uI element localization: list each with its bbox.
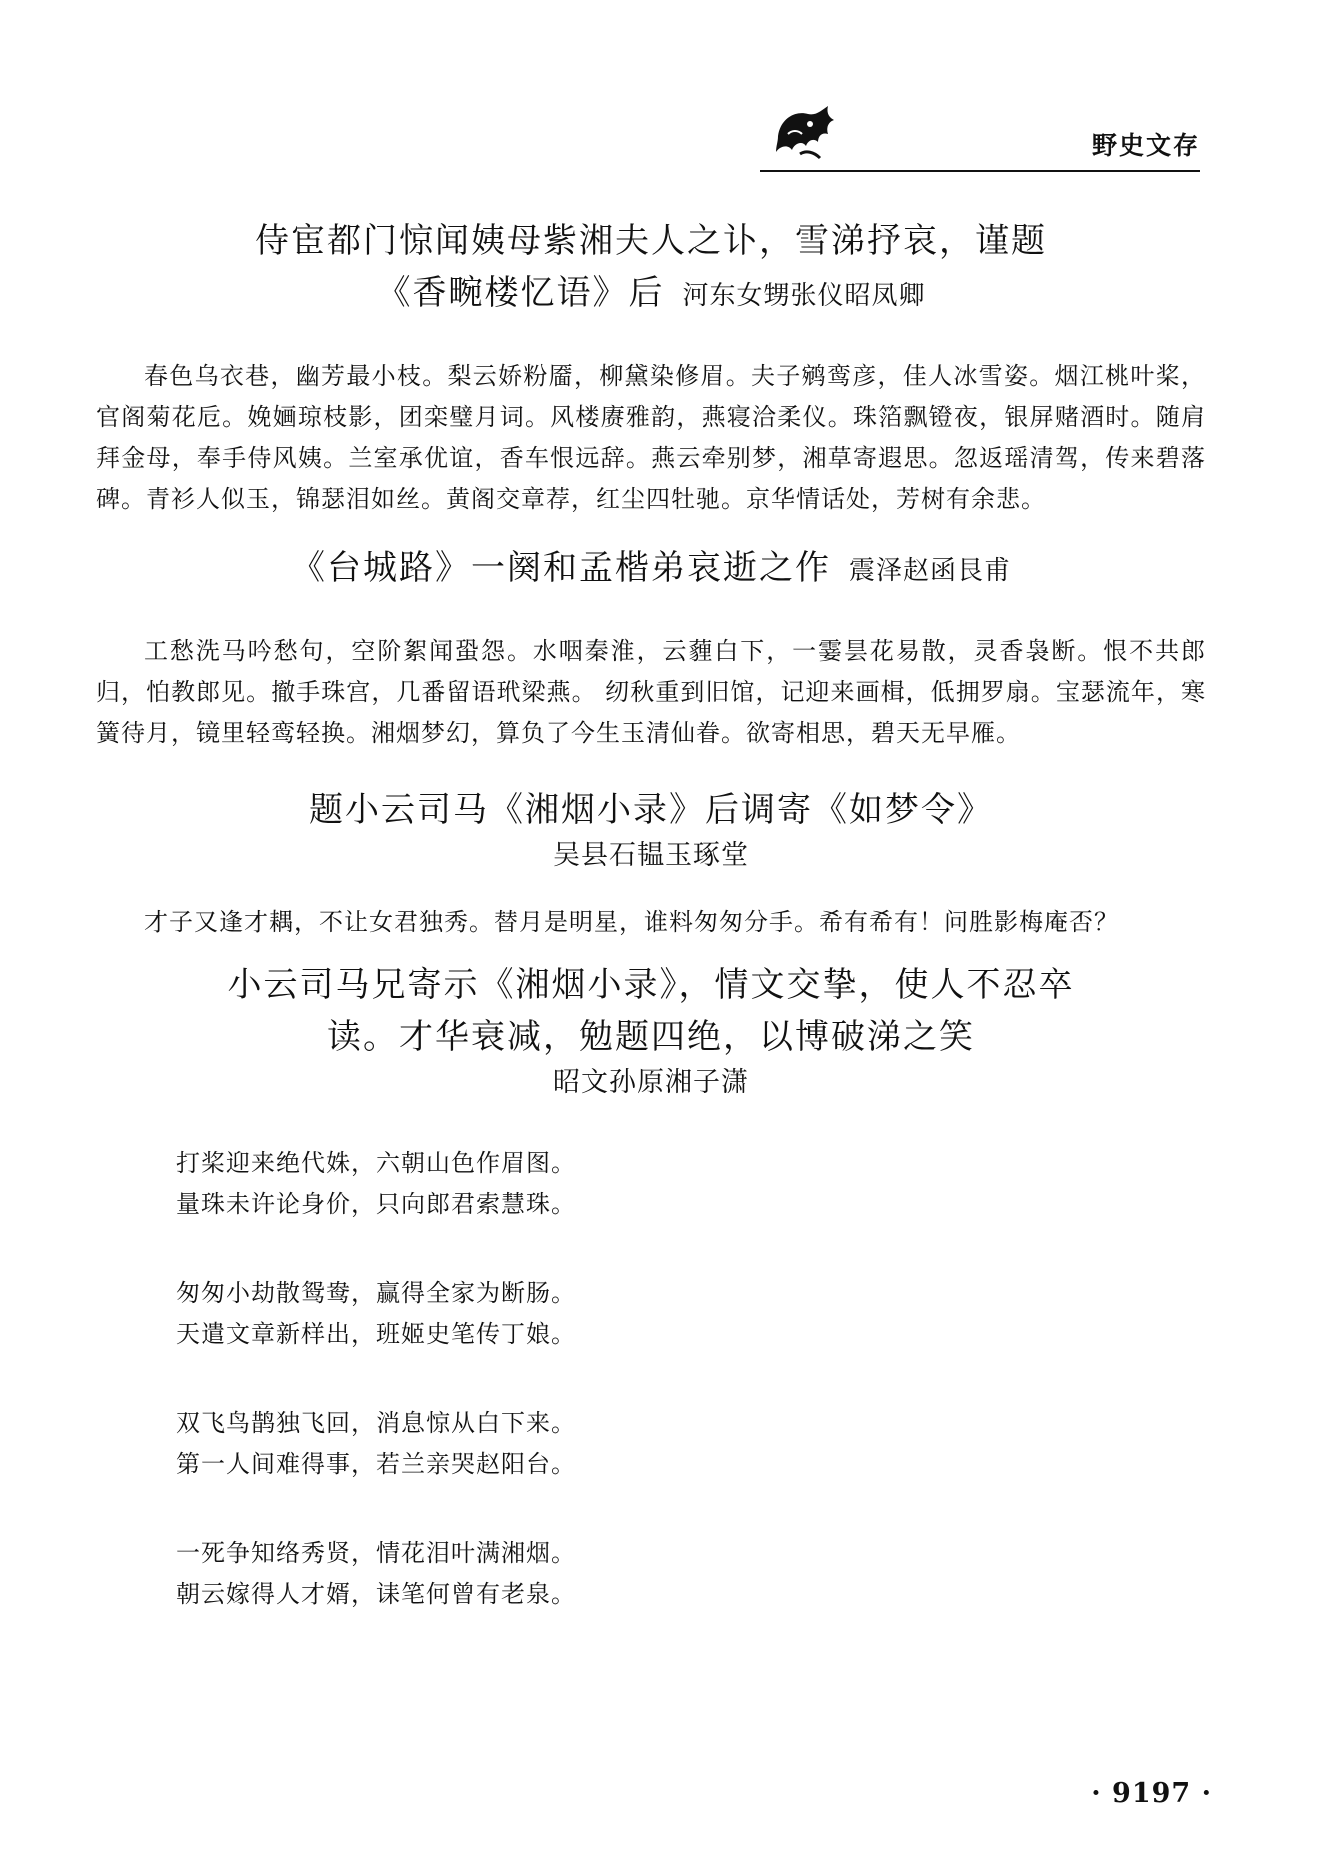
poem-stanza-1: [176, 1143, 1206, 1225]
work-3-title: 题小云司马《湘烟小录》后调寄《如梦令》: [309, 790, 993, 830]
poem-line: 第一人间难得事，若兰亲哭赵阳台。: [176, 1450, 576, 1478]
work-4-title-line-1: 小云司马兄寄示《湘烟小录》，情文交挚，使人不忍卒: [227, 965, 1075, 1005]
poem-line: 打桨迎来绝代姝，六朝山色作眉图。: [176, 1149, 576, 1177]
work-2-author: 震泽赵函艮甫: [848, 556, 1011, 586]
poem-line: 双飞鸟鹊独飞回，消息惊从白下来。: [176, 1409, 576, 1437]
work-3-body: 才子又逢才耦，不让女君独秀。替月是明星，谁料匆匆分手。希有希有！问胜影梅庵否？: [144, 908, 1119, 936]
work-1-author: 河东女甥张仪昭凤卿: [682, 281, 926, 311]
work-1-body: 春色乌衣巷，幽芳最小枝。梨云娇粉靥，柳黛染修眉。夫子鹓鸾彦，佳人冰雪姿。烟江桃叶桨，官阁菊花卮。娩婳琼枝影，团栾璧月词。风楼赓雅韵，燕寝洽柔仪。珠箔飘镫夜，银屏赌酒时。随肩拜金母，奉手侍风姨。兰室承优谊，香车恨远辞。燕云牵别梦，湘草寄遐思。忽返瑶清驾，传来碧落碑。青衫人似玉，锦瑟泪如丝。黄阁交章荐，红尘四牡驰。京华情话处，芳树有余悲。: [96, 362, 1206, 513]
work-1-title-cont: [96, 267, 1206, 322]
poem-stanza-4: [176, 1533, 1206, 1615]
poem-stanza-3: [176, 1403, 1206, 1485]
poem-stanza-2: [176, 1273, 1206, 1355]
work-4-title-line-2: 读。才华衰减，勉题四绝，以博破涕之笑: [327, 1017, 975, 1057]
work-4-poem: [176, 1143, 1206, 1615]
work-2: [96, 542, 1206, 754]
work-2-title: [96, 542, 1206, 597]
poem-line: 一死争知络秀贤，情花泪叶满湘烟。: [176, 1539, 576, 1567]
work-2-body: 工愁洗马吟愁句，空阶絮闻蛩怨。水咽秦淮，云薶白下，一霎昙花易散，灵香袅断。恨不共郎归，怕教郎见。撤手珠宫，几番留语玳梁燕。 纫秋重到旧馆，记迎来画楫，低拥罗扇。宝瑟流年，寒簧待月，镜里轻鸾轻换。湘烟梦幻，算负了今生玉清仙眷。欲寄相思，碧天无早雁。: [96, 637, 1206, 747]
section-name: 野史文存: [1091, 131, 1200, 160]
work-4: [96, 959, 1206, 1615]
poem-line: 朝云嫁得人才婿，诔笔何曾有老泉。: [176, 1580, 576, 1608]
work-1-title-line-2: 《香畹楼忆语》后: [376, 273, 665, 313]
work-4-byline: 昭文孙原湘子潇: [553, 1067, 749, 1098]
poem-line: 天遣文章新样出，班姬史笔传丁娘。: [176, 1320, 576, 1348]
work-1-title-line-1: 侍宦都门惊闻姨母紫湘夫人之讣，雪涕抒哀，谨题: [255, 221, 1047, 261]
page-content: [96, 215, 1206, 1663]
page-number: · 9197 ·: [1091, 1778, 1212, 1809]
poem-line: 匆匆小劫散鸳鸯，赢得全家为断肠。: [176, 1279, 576, 1307]
page-header: [760, 100, 1200, 172]
work-1: [96, 215, 1206, 520]
work-1-title: [96, 215, 1206, 267]
dragon-emblem-icon: [770, 100, 840, 164]
work-3-byline: 吴县石韫玉琢堂: [553, 840, 749, 871]
work-2-title-line-1: 《台城路》一阕和孟楷弟哀逝之作: [290, 548, 831, 588]
poem-line: 量珠未许论身价，只向郎君索慧珠。: [176, 1190, 576, 1218]
header-rule: [760, 170, 1200, 172]
work-3: [96, 784, 1206, 943]
